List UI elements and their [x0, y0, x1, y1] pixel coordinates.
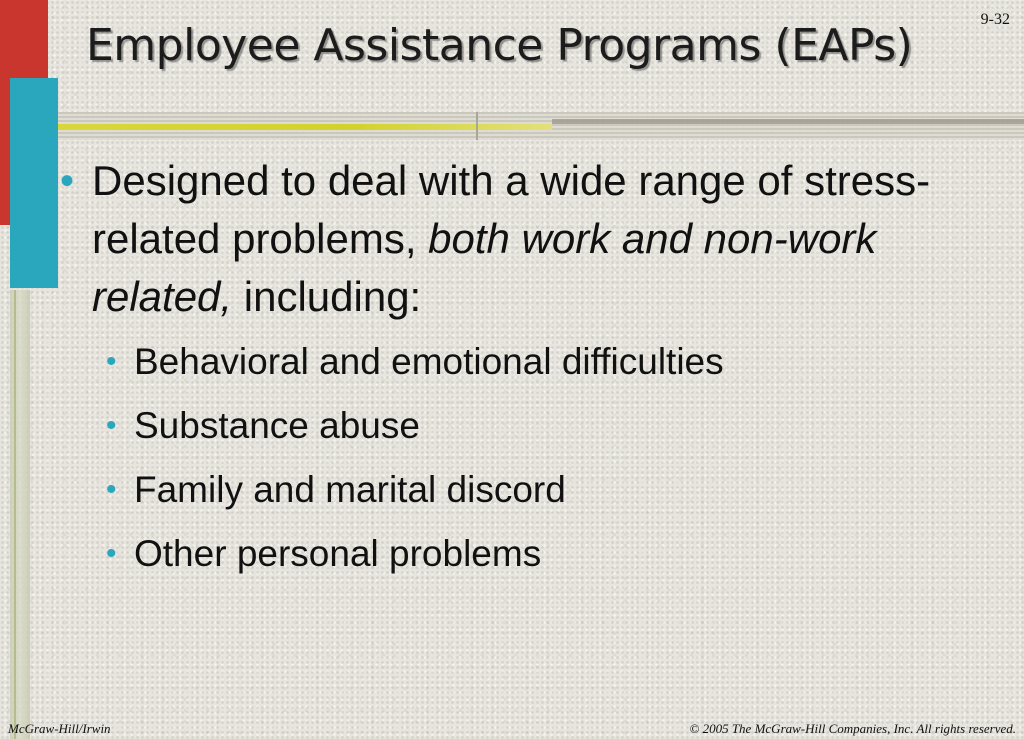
main-bullet-emphasis: both work and non-work related,	[92, 215, 877, 320]
decorative-olive-bar	[10, 290, 30, 739]
footer-copyright: © 2005 The McGraw-Hill Companies, Inc. All rights reserved.	[689, 721, 1016, 736]
sub-bullet	[58, 458, 998, 522]
footer-publisher: McGraw-Hill/Irwin	[8, 721, 111, 736]
slide-title: Employee Assistance Programs (EAPs)	[86, 20, 913, 71]
decorative-olive-line	[14, 290, 16, 739]
main-bullet-text-end: including:	[232, 273, 422, 320]
sub-bullet-list	[58, 330, 998, 586]
sub-bullet-text: Substance abuse	[134, 405, 420, 446]
bullet-icon: •	[60, 159, 75, 203]
main-bullet	[58, 152, 998, 326]
decorative-divider	[476, 112, 478, 140]
bullet-icon: •	[106, 473, 117, 506]
sub-bullet-text: Behavioral and emotional difficulties	[134, 341, 724, 382]
slide-number: 9-32	[980, 11, 1010, 28]
slide-content	[58, 152, 998, 586]
decorative-dark-stripe	[552, 119, 1024, 124]
sub-bullet	[58, 522, 998, 586]
bullet-icon: •	[106, 409, 117, 442]
bullet-icon: •	[106, 537, 117, 570]
main-bullet-text: Designed to deal with a wide range of stress-related problems,	[92, 157, 931, 262]
decorative-teal-bar	[10, 78, 58, 288]
sub-bullet-text: Family and marital discord	[134, 469, 566, 510]
sub-bullet	[58, 394, 998, 458]
sub-bullet	[58, 330, 998, 394]
sub-bullet-text: Other personal problems	[134, 533, 542, 574]
bullet-icon: •	[106, 345, 117, 378]
